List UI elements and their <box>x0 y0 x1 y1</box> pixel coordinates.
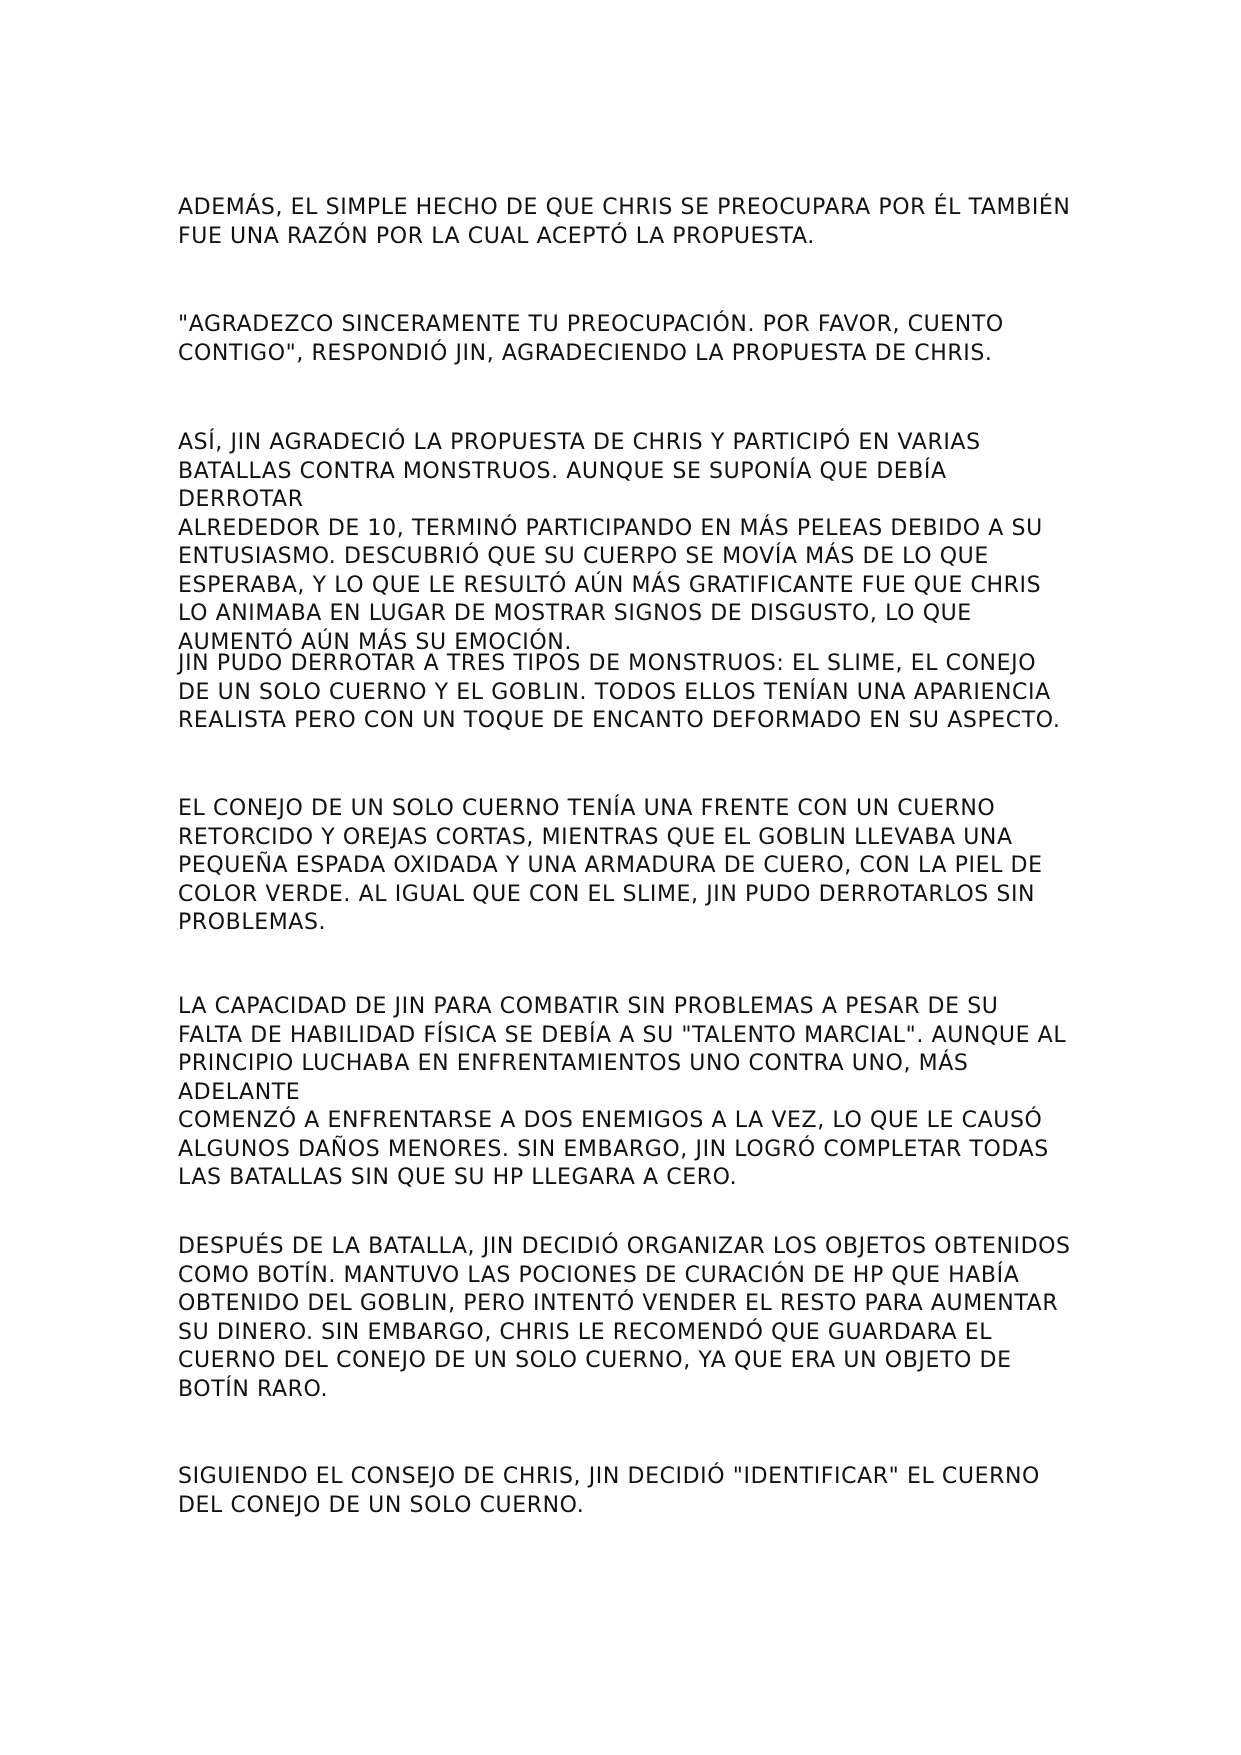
paragraph: "AGRADEZCO SINCERAMENTE TU PREOCUPACIÓN. POR FAVOR, CUENTO CONTIGO", RESPONDIÓ JIN, AGRADECIENDO LA PROPUESTA DE CHRIS. <box>178 312 1004 366</box>
paragraph: ADEMÁS, EL SIMPLE HECHO DE QUE CHRIS SE PREOCUPARA POR ÉL TAMBIÉN FUE UNA RAZÓN POR LA CUAL ACEPTÓ LA PROPUESTA. <box>178 195 1071 249</box>
paragraph: EL CONEJO DE UN SOLO CUERNO TENÍA UNA FRENTE CON UN CUERNO RETORCIDO Y OREJAS CORTAS, MIENTRAS QUE EL GOBLIN LLEVABA UNA PEQUEÑA ESPADA OXIDADA Y UNA ARMADURA DE CUERO, CON LA PIEL DE COLOR VERDE. AL IGUAL QUE CON EL SLIME, JIN PUDO DERROTARLOS SIN PROBLEMAS. <box>178 796 1043 935</box>
paragraph: SIGUIENDO EL CONSEJO DE CHRIS, JIN DECIDIÓ "IDENTIFICAR" EL CUERNO DEL CONEJO DE UN SOLO CUERNO. <box>178 1464 1040 1518</box>
paragraph: LA CAPACIDAD DE JIN PARA COMBATIR SIN PROBLEMAS A PESAR DE SU FALTA DE HABILIDAD FÍSICA SE DEBÍA A SU "TALENTO MARCIAL". AUNQUE AL PRINCIPIO LUCHABA EN ENFRENTAMIENTOS UNO CONTRA UNO, MÁS ADELANTE COMENZÓ A ENFRENTARSE A DOS ENEMIGOS A LA VEZ, LO QUE LE CAUSÓ ALGUNOS DAÑOS MENORES. SIN EMBARGO, JIN LOGRÓ COMPLETAR TODAS LAS BATALLAS SIN QUE SU HP LLEGARA A CERO. <box>178 994 1067 1190</box>
paragraph: JIN PUDO DERROTAR A TRES TIPOS DE MONSTRUOS: EL SLIME, EL CONEJO DE UN SOLO CUERNO Y EL GOBLIN. TODOS ELLOS TENÍAN UNA APARIENCIA REALISTA PERO CON UN TOQUE DE ENCANTO DEFORMADO EN SU ASPECTO. <box>178 651 1061 733</box>
paragraph: ASÍ, JIN AGRADECIÓ LA PROPUESTA DE CHRIS Y PARTICIPÓ EN VARIAS BATALLAS CONTRA MONSTRUOS. AUNQUE SE SUPONÍA QUE DEBÍA DERROTAR ALREDEDOR DE 10, TERMINÓ PARTICIPANDO EN MÁS PELEAS DEBIDO A SU ENTUSIASMO. DESCUBRIÓ QUE SU CUERPO SE MOVÍA MÁS DE LO QUE ESPERABA, Y LO QUE LE RESULTÓ AÚN MÁS GRATIFICANTE FUE QUE CHRIS LO ANIMABA EN LUGAR DE MOSTRAR SIGNOS DE DISGUSTO, LO QUE AUMENTÓ AÚN MÁS SU EMOCIÓN. <box>178 430 1043 655</box>
paragraph: DESPUÉS DE LA BATALLA, JIN DECIDIÓ ORGANIZAR LOS OBJETOS OBTENIDOS COMO BOTÍN. MANTUVO LAS POCIONES DE CURACIÓN DE HP QUE HABÍA OBTENIDO DEL GOBLIN, PERO INTENTÓ VENDER EL RESTO PARA AUMENTAR SU DINERO. SIN EMBARGO, CHRIS LE RECOMENDÓ QUE GUARDARA EL CUERNO DEL CONEJO DE UN SOLO CUERNO, YA QUE ERA UN OBJETO DE BOTÍN RARO. <box>178 1234 1071 1402</box>
